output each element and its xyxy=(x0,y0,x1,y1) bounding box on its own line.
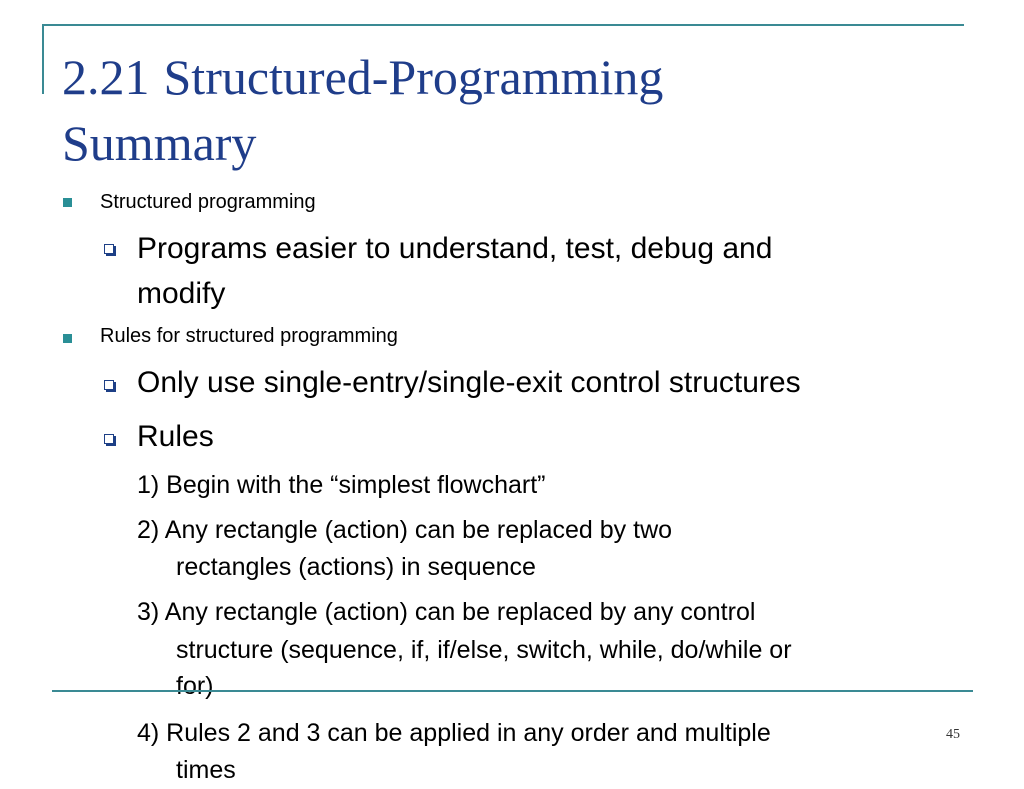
frame-bottom-line xyxy=(52,690,973,692)
bullet-l1-text: Structured programming xyxy=(100,191,316,213)
bullet-l2-text: Only use single-entry/single-exit control structures xyxy=(137,366,801,399)
title-text: Structured-Programming xyxy=(163,49,664,105)
bullet-l2-text: Programs easier to understand, test, debug and xyxy=(137,232,773,265)
page-number: 45 xyxy=(946,727,960,742)
hollow-square-bullet-icon xyxy=(104,434,114,444)
rule-item-2-cont: rectangles (actions) in sequence xyxy=(176,553,536,581)
square-bullet-icon xyxy=(63,334,72,343)
rule-item-2: 2) Any rectangle (action) can be replaced by two xyxy=(137,516,673,544)
rule-item-4-cont: times xyxy=(176,756,236,784)
title-line2: Summary xyxy=(62,115,257,171)
rule-item-3: 3) Any rectangle (action) can be replaced by any control xyxy=(137,598,756,626)
bullet-l2-text-cont: modify xyxy=(137,277,226,310)
rule-item-1: 1) Begin with the “simplest flowchart” xyxy=(137,471,546,499)
title-number: 2.21 xyxy=(62,49,150,105)
hollow-square-bullet-icon xyxy=(104,380,114,390)
hollow-square-bullet-icon xyxy=(104,244,114,254)
rule-item-3-cont: for) xyxy=(176,672,214,700)
rule-item-3-cont: structure (sequence, if, if/else, switch, while, do/while or xyxy=(176,636,792,664)
square-bullet-icon xyxy=(63,198,72,207)
bullet-l2-text: Rules xyxy=(137,420,214,453)
rule-item-4: 4) Rules 2 and 3 can be applied in any order and multiple xyxy=(137,719,771,747)
bullet-l1-text: Rules for structured programming xyxy=(100,325,398,347)
